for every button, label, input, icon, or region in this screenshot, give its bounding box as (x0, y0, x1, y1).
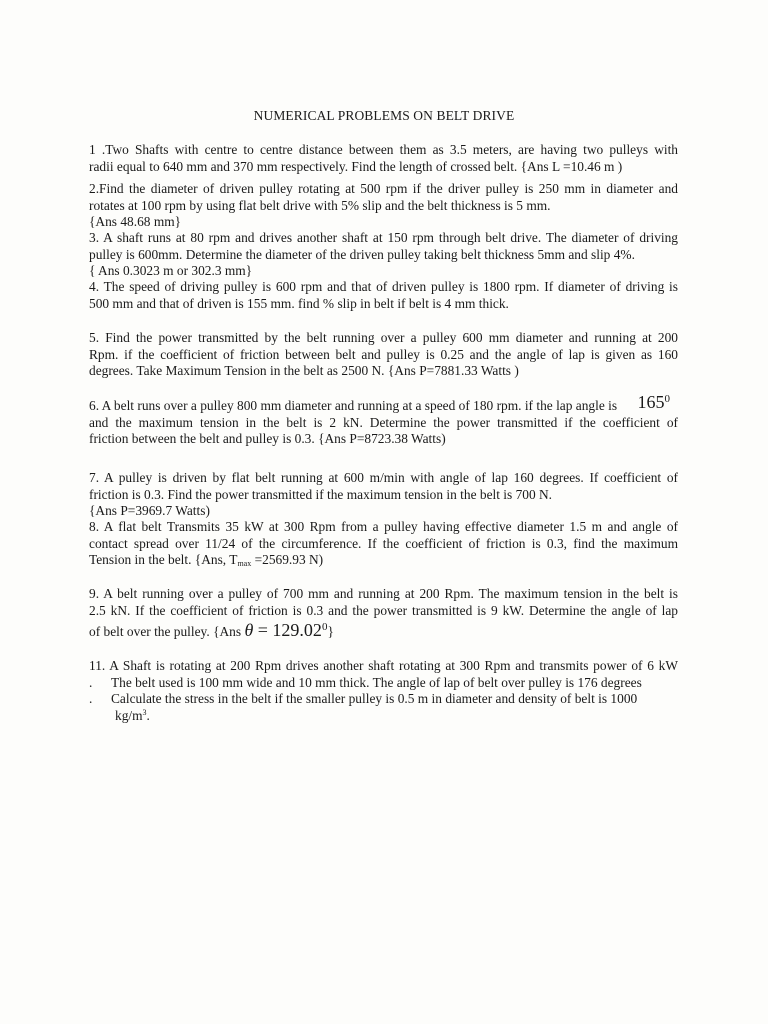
problem-1 (89, 142, 678, 175)
page-title: NUMERICAL PROBLEMS ON BELT DRIVE (253, 108, 515, 123)
bullet-marker: . (89, 691, 93, 707)
theta-value: = 129.02 (253, 620, 322, 641)
problem-4 (89, 279, 678, 312)
problem-7-line-2: friction is 0.3. Find the power transmitted if the maximum tension in the belt is 700 N. (89, 486, 553, 502)
problem-9-line-2: 2.5 kN. If the coefficient of friction is 0.3 and the power transmitted is 9 kW. Determine the angle of lap (89, 602, 678, 618)
tmax-subscript: max (237, 559, 252, 569)
problem-9-line-3 (89, 622, 678, 641)
problem-8-line-3-post: =2569.93 N) (251, 552, 324, 568)
problem-6-line-2: and the maximum tension in the belt is 2 kN. Determine the power transmitted if the coefficient of (89, 414, 678, 430)
problem-5-line-3: degrees. Take Maximum Tension in the belt as 2500 N. {Ans P=7881.33 Watts ) (89, 363, 519, 379)
problem-2 (89, 181, 678, 231)
degree-superscript: 0 (664, 393, 670, 405)
problem-9-line-3-pre: of belt over the pulley. {Ans (89, 624, 245, 640)
problem-11-line-3 (89, 691, 678, 708)
problem-8-line-3-pre: Tension in the belt. {Ans, T (89, 552, 238, 568)
problem-4-line-1: 4. The speed of driving pulley is 600 rpm and that of driven pulley is 1800 rpm. If diameter of driving is (89, 279, 678, 294)
problem-2-answer: {Ans 48.68 mm} (89, 214, 182, 230)
problem-6-line-3: friction between the belt and pulley is 0.3. {Ans P=8723.38 Watts) (89, 431, 446, 447)
problem-2-line-1: 2.Find the diameter of driven pulley rotating at 500 rpm if the driver pulley is 250 mm in diameter and (89, 181, 678, 196)
problem-5-line-1: 5. Find the power transmitted by the belt running over a pulley 600 mm diameter and running at 200 (89, 330, 678, 345)
theta-symbol: θ (244, 620, 254, 641)
problem-11-line-3-text: Calculate the stress in the belt if the smaller pulley is 0.5 m in diameter and density of belt is 1000 (111, 691, 638, 707)
problem-3-answer: { Ans 0.3023 m or 302.3 mm} (89, 263, 253, 279)
problem-8 (89, 519, 678, 573)
cubed-superscript: 3 (142, 707, 147, 717)
problem-9-line-3-post: } (327, 624, 334, 640)
problem-1-line-2: radii equal to 640 mm and 370 mm respectively. Find the length of crossed belt. {Ans L =10.46 m ) (89, 158, 623, 174)
problem-3-line-1: 3. A shaft runs at 80 rpm and drives another shaft at 150 rpm through belt drive. The diameter of driving (89, 230, 678, 245)
problem-11-line-4-post: . (146, 707, 150, 723)
problem-1-line-1: 1 .Two Shafts with centre to centre distance between them as 3.5 meters, are having two pulleys with (89, 142, 678, 157)
problem-8-line-1: 8. A flat belt Transmits 35 kW at 300 Rpm from a pulley having effective diameter 1.5 m and angle of (89, 519, 678, 534)
problem-6-line-1-text: 6. A belt runs over a pulley 800 mm diameter and running at a speed of 180 rpm. if the lap angle is (89, 398, 618, 413)
theta-degree-superscript: 0 (321, 621, 328, 634)
problem-6 (89, 392, 678, 448)
lap-angle-number: 165 (637, 392, 665, 412)
problem-7 (89, 470, 678, 520)
problem-9-line-1: 9. A belt running over a pulley of 700 mm and running at 200 Rpm. The maximum tension in the belt is (89, 586, 678, 601)
problem-11-line-4-pre: kg/m (115, 707, 143, 723)
problem-2-line-2: rotates at 100 rpm by using flat belt drive with 5% slip and the belt thickness is 5 mm. (89, 197, 551, 213)
problem-11-line-1: 11. A Shaft is rotating at 200 Rpm drives another shaft rotating at 300 Rpm and transmits power of 6 kW (89, 658, 678, 673)
problem-6-line-1 (89, 392, 678, 415)
problem-11-line-2 (89, 675, 678, 692)
problem-4-line-2: 500 mm and that of driven is 155 mm. find % slip in belt if belt is 4 mm thick. (89, 295, 509, 311)
problem-3 (89, 230, 678, 280)
problem-7-line-1: 7. A pulley is driven by flat belt running at 600 m/min with angle of lap 160 degrees. If coefficient of (89, 470, 678, 485)
problem-5 (89, 330, 678, 380)
problem-11-line-2-text: The belt used is 100 mm wide and 10 mm thick. The angle of lap of belt over pulley is 176 degrees (111, 674, 642, 690)
problem-9 (89, 586, 678, 641)
lap-angle-value (638, 394, 671, 411)
problem-7-answer: {Ans P=3969.7 Watts) (89, 503, 210, 519)
problem-8-line-3 (89, 552, 678, 573)
problem-11-line-4 (89, 708, 678, 725)
problem-8-line-2: contact spread over 11/24 of the circumference. If the coefficient of friction is 0.3, find the maximum (89, 535, 678, 551)
problem-5-line-2: Rpm. if the coefficient of friction between belt and pulley is 0.25 and the angle of lap is given as 160 (89, 346, 678, 362)
problem-11 (89, 658, 678, 724)
bullet-marker: . (89, 674, 93, 690)
problem-3-line-2: pulley is 600mm. Determine the diameter of the driven pulley taking belt thickness 5mm and slip 4%. (89, 246, 635, 262)
